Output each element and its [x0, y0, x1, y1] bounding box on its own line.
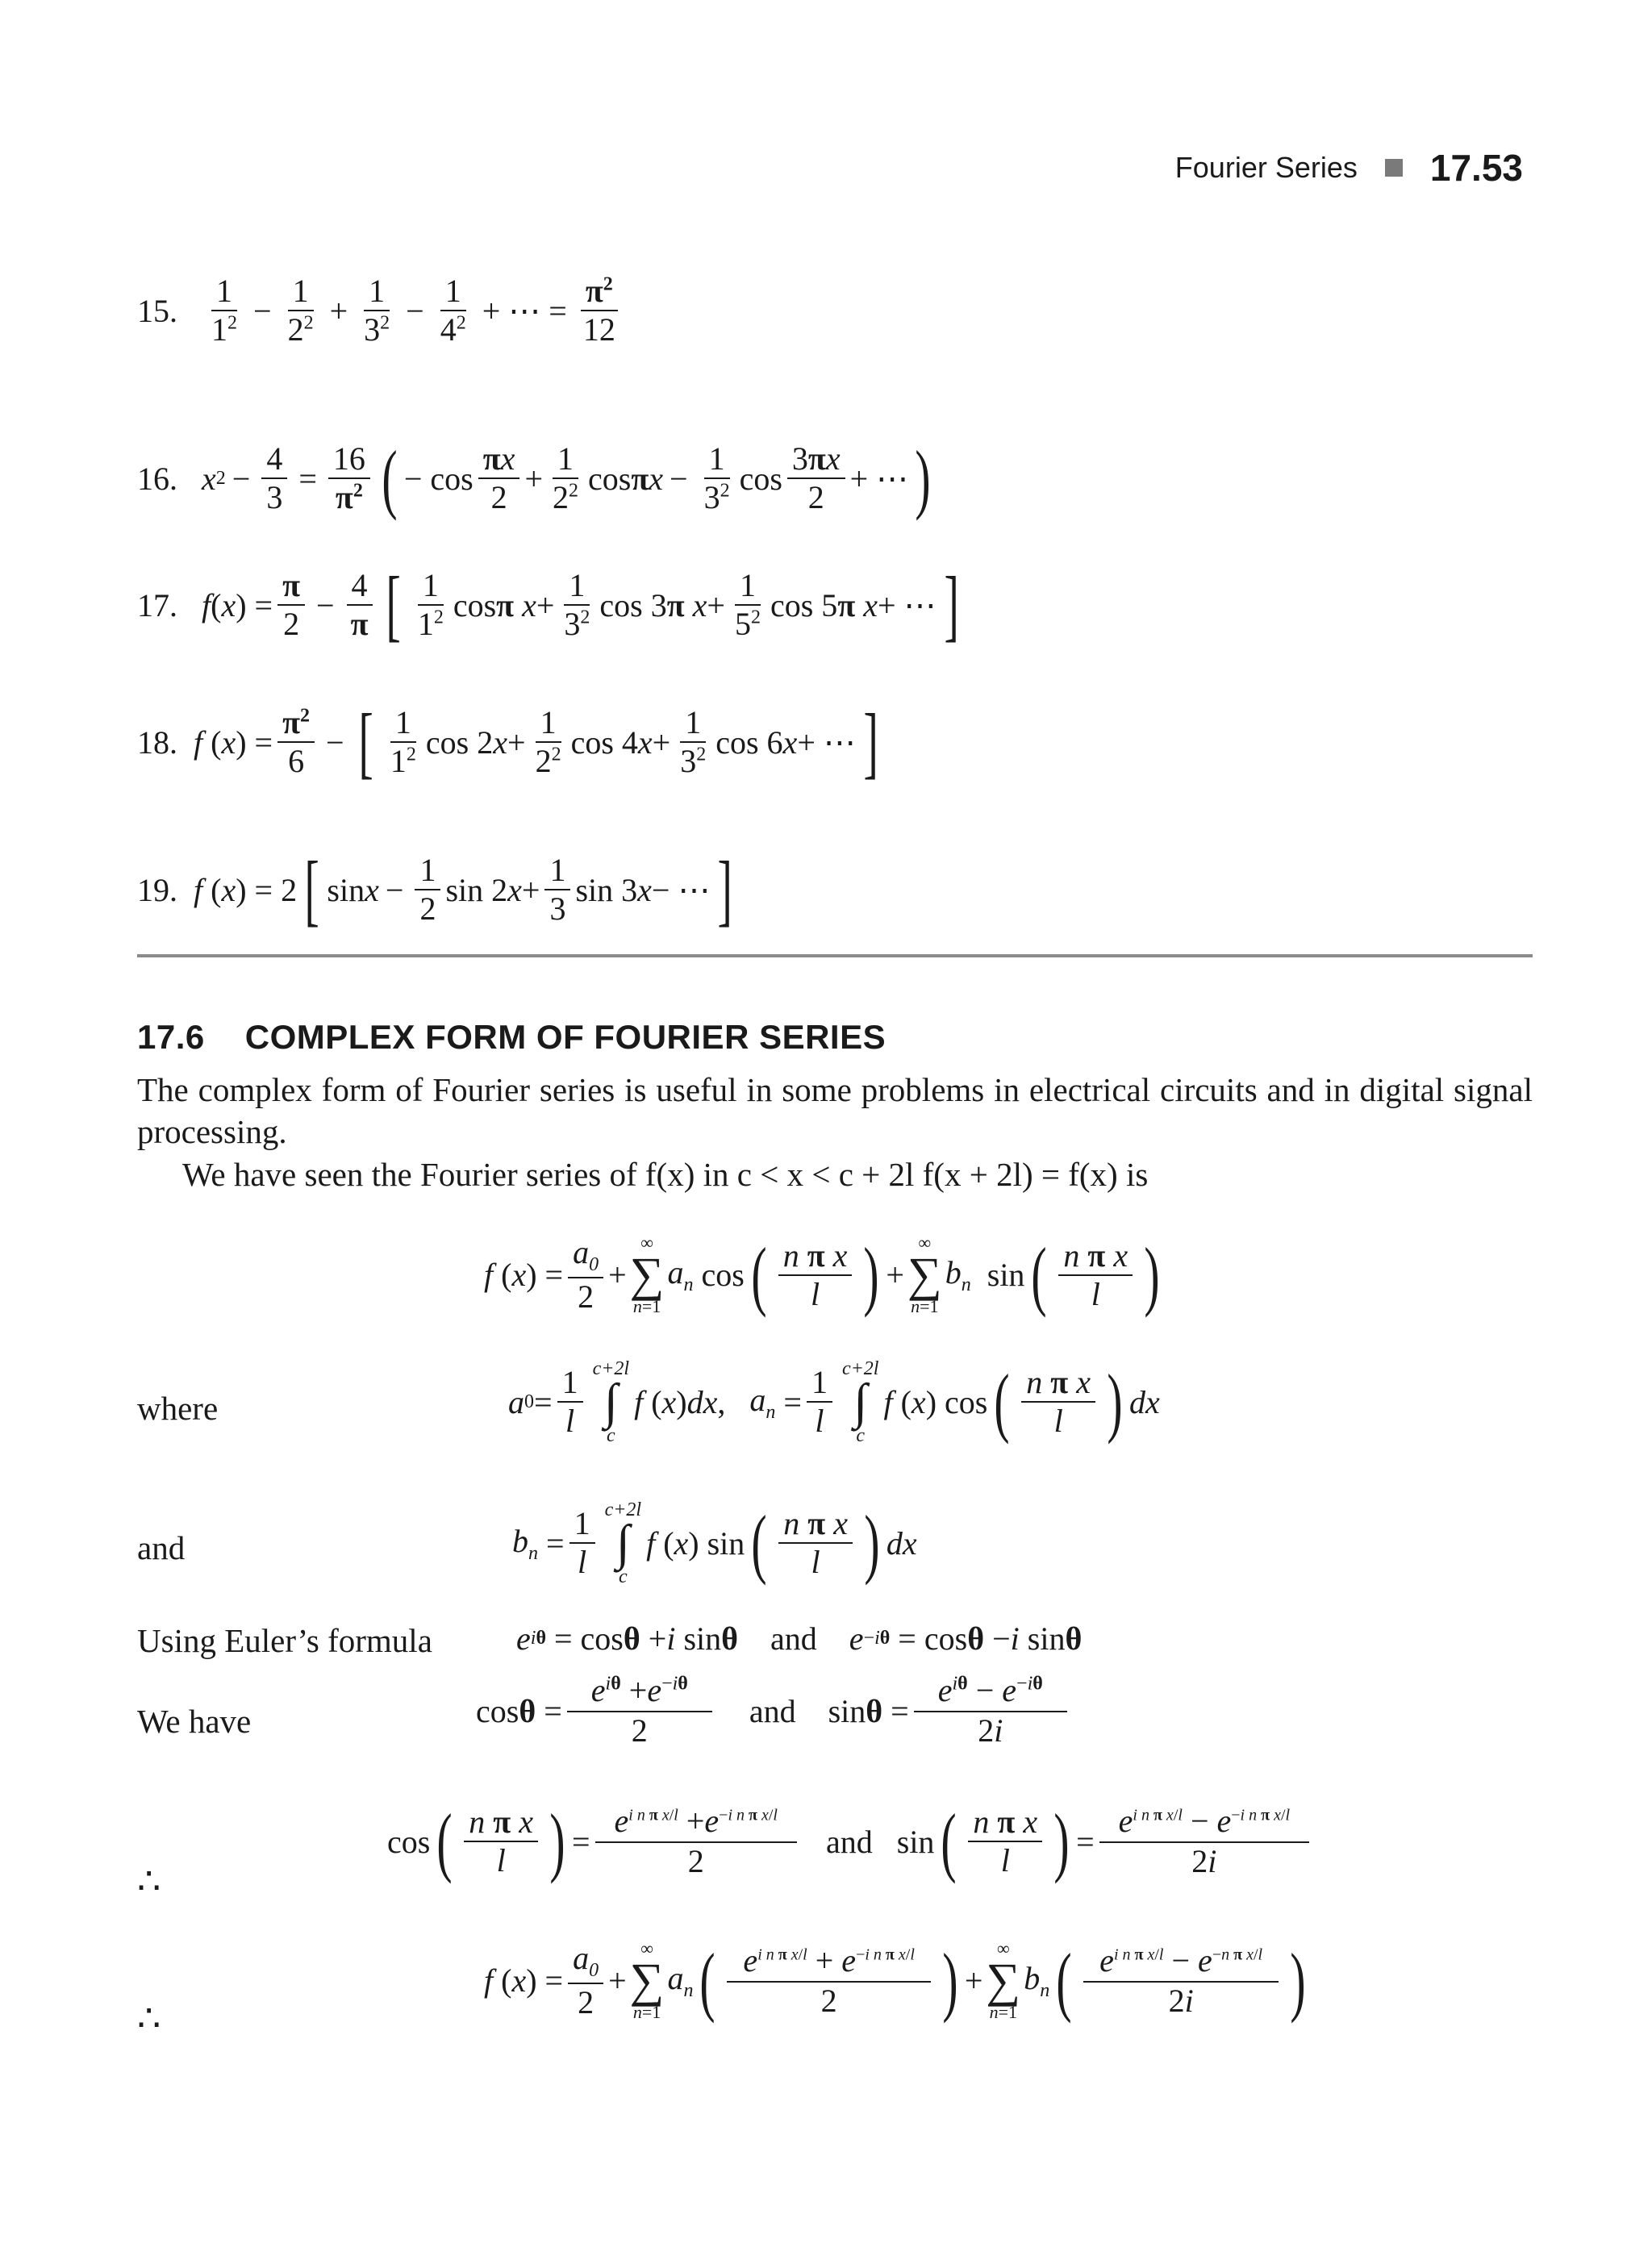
answer-19: 19. f ( x ) = 2 [ sin x − $\frac{1}{2}$ sin 2 x + $\frac{1}{3}$ sin 3 x − ⋯ ]: [137, 844, 733, 934]
euler-formula: e iθ = cos θ + i sin θ and e −iθ = cos θ − i sin θ: [516, 1620, 1083, 1657]
answer-16: 16. x 2 − $\frac{4}{3}$ = $\frac{16}{\pi^2}$ ( − cos $\frac{\pi x}{2}$ + $\frac{1}{2^2}$ cos π x − $\frac{1}{3^2}$ cos $\frac{3\pi x}{2}$ + ⋯ ): [137, 435, 931, 521]
header-square-icon: [1385, 159, 1403, 177]
section-divider: [137, 954, 1533, 957]
label-euler: Using Euler’s formula: [137, 1622, 432, 1659]
section-heading: [137, 1018, 886, 1057]
answer-number: 16.: [137, 460, 177, 497]
label-where: where: [137, 1390, 219, 1427]
answer-number: 17.: [137, 586, 177, 623]
seen-paragraph: We have seen the Fourier series of f(x) in c < x < c + 2l f(x + 2l) = f(x) is: [182, 1156, 1149, 1193]
cos-sin-exponential: cos θ = $\frac{e^{i\theta} +e^{-i\theta}}{2}$ and sin θ = $\frac{e^{i\theta} - e^{-i\theta}}{2i}$: [476, 1674, 1072, 1748]
answer-18: 18. f ( x ) = $\frac{\pi^2}{6}$ − [ $\frac{1}{1^2}$ cos 2 x + $\frac{1}{2^2}$ cos 4 x + $\frac{1}{3^2}$ cos 6 x + ⋯ ]: [137, 697, 878, 786]
answer-number: 18.: [137, 724, 177, 761]
fourier-series-equation: f ( x ) = $\frac{a_0}{2}$ + ∞ ∑ n=1 $a_n$ cos ( $\frac{\text{n π x}}{l}$ ) + ∞ ∑ n=1 $b_n$ sin ( $\frac{\text{n π x}}{l}$ ): [484, 1231, 1160, 1318]
header-section-title: Fourier Series: [1174, 151, 1358, 184]
therefore-symbol: ∴: [137, 1998, 161, 2039]
answer-number: 19.: [137, 871, 177, 908]
coefficient-a-equation: a 0 = $\frac{1}{l}$ c+2l ∫ c f ( x ) dx , $a_n$ = $\frac{1}{l}$ c+2l ∫ c f ( x ) cos ( $\frac{\text{n π x}}{l}$ ) dx: [508, 1358, 1160, 1446]
fourier-exponential-expansion: f ( x ) = $\frac{a_0}{2}$ + ∞ ∑ n=1 $a_n$ ( $\frac{e^{i n \pi x/l} + e^{-i n \pi x/l}}{2}$ ) + ∞ ∑ n=1 $b_n$ ( $\frac{e^{i n \pi x/l} - e^{-n \pi x/l}}{2i}$ ): [484, 1937, 1306, 2024]
section-number: 17.6: [137, 1018, 205, 1056]
coefficient-b-equation: $b_n$ = $\frac{1}{l}$ c+2l ∫ c f ( x ) sin ( $\frac{\text{n π x}}{l}$ ) dx: [512, 1499, 917, 1587]
and-word: and: [749, 1692, 796, 1729]
page-number: 17.53: [1429, 147, 1523, 189]
therefore-symbol: ∴: [137, 1861, 161, 1902]
label-and: and: [137, 1529, 186, 1566]
answer-15: 15. $\frac{1}{1^2}$ − $\frac{1}{2^2}$ + $\frac{1}{3^2}$ − $\frac{1}{4^2}$ + ⋯ = $\frac{\pi^2}{12}$: [137, 274, 625, 347]
intro-paragraph: The complex form of Fourier series is useful in some problems in electrical circuits and in digital signal processing.: [137, 1071, 1533, 1150]
running-header: [1175, 144, 1523, 192]
cos-sin-substitution: cos ( $\frac{\text{n π x}}{l}$ ) = $\frac{e^{i n \pi x/l} +e^{-i n \pi x/l}}{2}$ and sin ( $\frac{\text{n π x}}{l}$ ) = $\frac{e^{i n \pi x/l} - e^{-i n \pi x/l}}{2i}$: [387, 1803, 1314, 1880]
answer-number: 15.: [137, 292, 177, 329]
and-word: and: [825, 1823, 873, 1860]
section-title: COMPLEX FORM OF FOURIER SERIES: [244, 1018, 886, 1056]
answer-17: 17. f ( x ) = $\frac{\pi}{2}$ − $\frac{4}{\pi}$ [ $\frac{1}{1^2}$ cos π x + $\frac{1}{3^2}$ cos 3 π x + $\frac{1}{5^2}$ cos 5 π x + ⋯ ]: [137, 560, 959, 649]
label-we-have: We have: [137, 1703, 252, 1740]
and-word: and: [770, 1620, 817, 1657]
